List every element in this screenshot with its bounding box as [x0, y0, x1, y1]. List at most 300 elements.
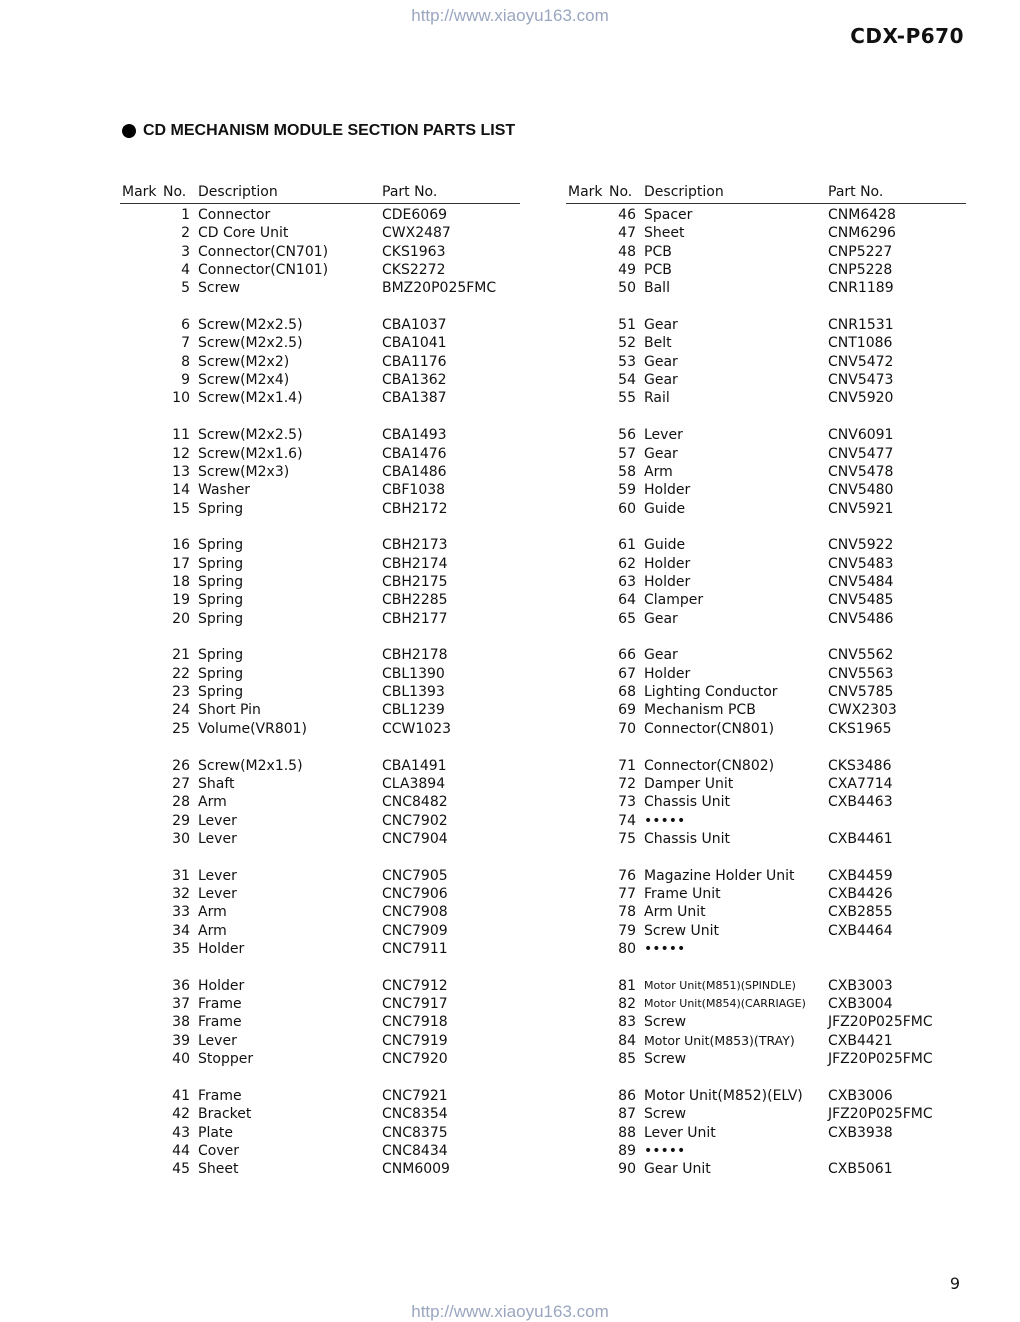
part-code: CNV5484 — [828, 574, 894, 591]
table-row — [566, 224, 966, 242]
model-number: CDX-P670 — [850, 24, 964, 48]
table-row — [566, 812, 966, 830]
table-row — [566, 830, 966, 848]
part-code: CBA1486 — [382, 463, 447, 480]
table-row — [566, 353, 966, 371]
table-row — [566, 793, 966, 811]
parts-group — [120, 646, 520, 738]
part-description: Sheet — [644, 225, 685, 242]
table-row — [120, 1050, 520, 1068]
part-number-index: 1 — [181, 207, 190, 223]
table-row — [120, 1013, 520, 1031]
parts-group — [120, 426, 520, 518]
part-number-index: 14 — [172, 482, 190, 499]
table-header — [566, 184, 966, 204]
table-row — [120, 812, 520, 830]
part-number-index: 83 — [618, 1014, 636, 1031]
bullet-icon — [122, 124, 136, 138]
part-code: CBA1362 — [382, 372, 447, 389]
part-description: Spring — [198, 684, 244, 701]
part-code: CNV5922 — [828, 537, 894, 554]
section-title — [122, 122, 515, 140]
part-code: CNC7908 — [382, 904, 448, 921]
table-row — [566, 1142, 966, 1160]
part-description: Gear — [644, 445, 678, 462]
parts-list-right — [566, 206, 966, 1179]
part-description: Spring — [198, 665, 244, 682]
part-number-index: 78 — [618, 904, 636, 921]
part-number-index: 38 — [172, 1014, 190, 1031]
part-description: Frame — [198, 1014, 242, 1031]
part-number-index: 54 — [618, 372, 636, 389]
part-code: CXB2855 — [828, 904, 893, 921]
table-header — [120, 184, 520, 204]
part-code: CNC7904 — [382, 830, 448, 847]
part-code: CNV5473 — [828, 372, 894, 389]
part-description: Screw(M2x4) — [198, 372, 290, 389]
part-number-index: 12 — [172, 445, 190, 462]
part-code: CBF1038 — [382, 482, 446, 499]
part-code: CNC8434 — [382, 1142, 448, 1159]
part-code: CNM6009 — [382, 1161, 450, 1178]
header-no: No. — [609, 184, 633, 200]
table-row — [120, 279, 520, 297]
part-number-index: 21 — [172, 647, 190, 664]
part-description: Screw — [644, 1106, 687, 1123]
parts-group — [566, 977, 966, 1069]
part-code: CNC7918 — [382, 1014, 448, 1031]
table-row — [566, 977, 966, 995]
table-row — [120, 830, 520, 848]
part-number-index: 29 — [172, 812, 190, 829]
part-description: Chassis Unit — [644, 830, 730, 847]
part-description: Spring — [198, 537, 244, 554]
part-code: CNV5785 — [828, 684, 894, 701]
part-description: Spring — [198, 500, 244, 517]
part-number-index: 39 — [172, 1032, 190, 1049]
part-description: Holder — [198, 941, 245, 958]
part-code: CNV5485 — [828, 592, 894, 609]
table-row — [566, 389, 966, 407]
part-code: CBH2172 — [382, 500, 448, 517]
part-code: CNC8354 — [382, 1106, 448, 1123]
table-row — [566, 463, 966, 481]
parts-group — [566, 867, 966, 959]
table-row — [566, 903, 966, 921]
part-description: Screw(M2x2.5) — [198, 335, 303, 352]
part-code: CNV5477 — [828, 445, 894, 462]
part-description: Arm — [198, 904, 227, 921]
part-number-index: 23 — [172, 684, 190, 701]
table-row — [566, 243, 966, 261]
part-description: Connector(CN701) — [198, 243, 329, 260]
table-row — [120, 720, 520, 738]
part-description: Arm — [644, 463, 673, 480]
table-row — [120, 867, 520, 885]
part-description: Screw(M2x1.6) — [198, 445, 303, 462]
table-row — [566, 1032, 966, 1050]
part-code: CNV5486 — [828, 610, 894, 627]
part-number-index: 30 — [172, 830, 190, 847]
part-number-index: 34 — [172, 922, 190, 939]
table-row — [120, 463, 520, 481]
part-number-index: 75 — [618, 830, 636, 847]
table-row — [566, 573, 966, 591]
table-row — [120, 683, 520, 701]
part-description: ••••• — [644, 1142, 686, 1159]
part-description: Screw(M2x2) — [198, 353, 290, 370]
table-row — [566, 426, 966, 444]
part-description: Screw — [644, 1014, 687, 1031]
part-description: Lever — [198, 812, 237, 829]
part-description: Guide — [644, 537, 686, 554]
table-row — [566, 536, 966, 554]
part-number-index: 60 — [618, 500, 636, 517]
part-description: Spring — [198, 574, 244, 591]
part-code: CXB3938 — [828, 1124, 893, 1141]
part-number-index: 64 — [618, 592, 636, 609]
parts-group — [120, 867, 520, 959]
part-description: PCB — [644, 262, 672, 279]
part-code: CXB5061 — [828, 1161, 893, 1178]
part-code: CNC7905 — [382, 867, 448, 884]
part-number-index: 69 — [618, 702, 636, 719]
table-row — [566, 867, 966, 885]
part-code: JFZ20P025FMC — [828, 1106, 933, 1123]
part-description: Frame — [198, 1087, 242, 1104]
part-number-index: 5 — [181, 280, 190, 297]
part-code: CNC7920 — [382, 1051, 448, 1068]
part-code: CBA1037 — [382, 317, 447, 334]
part-code: BMZ20P025FMC — [382, 280, 497, 297]
table-row — [120, 1142, 520, 1160]
part-description: Holder — [644, 574, 691, 591]
part-code: CNT1086 — [828, 335, 893, 352]
part-number-index: 45 — [172, 1161, 190, 1178]
table-row — [120, 500, 520, 518]
part-code: CXB3003 — [828, 977, 893, 994]
part-description: Shaft — [198, 775, 235, 792]
table-row — [120, 243, 520, 261]
part-number-index: 71 — [618, 757, 636, 774]
part-description: Sheet — [198, 1161, 239, 1178]
part-code: CNC7906 — [382, 886, 448, 902]
part-code: CBL1393 — [382, 684, 445, 701]
part-code: CXB4459 — [828, 867, 893, 884]
part-description: Spring — [198, 555, 244, 572]
table-row — [120, 701, 520, 719]
part-description: Screw — [644, 1051, 687, 1068]
part-number-index: 53 — [618, 353, 636, 370]
table-row — [566, 1160, 966, 1178]
table-row — [566, 995, 966, 1013]
part-number-index: 7 — [181, 335, 190, 352]
table-row — [120, 977, 520, 995]
part-description: Stopper — [198, 1051, 254, 1068]
part-number-index: 8 — [181, 353, 190, 370]
table-row — [120, 426, 520, 444]
part-code: CCW1023 — [382, 720, 452, 737]
table-row — [120, 995, 520, 1013]
part-description: Lever — [198, 886, 237, 902]
part-number-index: 51 — [618, 317, 636, 334]
table-row — [566, 555, 966, 573]
part-code: CKS3486 — [828, 757, 892, 774]
table-row — [566, 371, 966, 389]
part-code: CXB4464 — [828, 922, 893, 939]
part-number-index: 24 — [172, 702, 190, 719]
part-number-index: 43 — [172, 1124, 190, 1141]
table-row — [120, 371, 520, 389]
part-description: Bracket — [198, 1106, 252, 1123]
part-description: Connector(CN801) — [644, 720, 775, 737]
part-code: CBH2174 — [382, 555, 448, 572]
part-code: CBH2177 — [382, 610, 448, 627]
part-description: Screw(M2x2.5) — [198, 317, 303, 334]
part-code: CXB4426 — [828, 886, 893, 902]
part-code: CNV5562 — [828, 647, 894, 664]
part-number-index: 22 — [172, 665, 190, 682]
table-row — [566, 885, 966, 903]
parts-group — [120, 977, 520, 1069]
table-row — [120, 1160, 520, 1178]
part-code: CKS2272 — [382, 262, 446, 279]
part-description: Connector(CN101) — [198, 262, 329, 279]
header-mark: Mark — [568, 184, 603, 200]
part-number-index: 74 — [618, 812, 636, 829]
part-code: CNM6296 — [828, 225, 896, 242]
table-row — [566, 701, 966, 719]
part-description: Rail — [644, 390, 670, 407]
part-description: Mechanism PCB — [644, 702, 756, 719]
part-description: Cover — [198, 1142, 239, 1159]
part-number-index: 31 — [172, 867, 190, 884]
footer-url[interactable]: http://www.xiaoyu163.com — [411, 1302, 609, 1321]
part-number-index: 84 — [618, 1032, 636, 1049]
part-description: Washer — [198, 482, 251, 499]
part-code: CNV5478 — [828, 463, 894, 480]
part-description: Connector — [198, 207, 271, 223]
part-code: CNP5227 — [828, 243, 893, 260]
part-description: Gear — [644, 610, 678, 627]
part-code: CKS1963 — [382, 243, 446, 260]
table-row — [566, 261, 966, 279]
parts-group — [120, 206, 520, 298]
part-description: ••••• — [644, 812, 686, 829]
parts-table-right — [566, 184, 966, 1197]
table-row — [120, 903, 520, 921]
table-row — [120, 793, 520, 811]
part-number-index: 9 — [181, 372, 190, 389]
table-row — [566, 591, 966, 609]
part-code: CNR1531 — [828, 317, 894, 334]
part-description: Screw Unit — [644, 922, 720, 939]
part-code: CBA1176 — [382, 353, 447, 370]
part-description: Holder — [644, 482, 691, 499]
part-code: CNV5472 — [828, 353, 894, 370]
part-code: CXB4461 — [828, 830, 893, 847]
part-description: Lever — [644, 427, 683, 444]
part-number-index: 73 — [618, 794, 636, 811]
table-row — [566, 445, 966, 463]
table-row — [120, 445, 520, 463]
table-row — [120, 536, 520, 554]
part-description: Lever — [198, 867, 237, 884]
part-number-index: 6 — [181, 317, 190, 334]
part-number-index: 67 — [618, 665, 636, 682]
part-number-index: 20 — [172, 610, 190, 627]
part-description: Holder — [198, 977, 245, 994]
part-description: Arm Unit — [644, 904, 706, 921]
part-number-index: 13 — [172, 463, 190, 480]
part-number-index: 90 — [618, 1161, 636, 1178]
part-code: CNC7911 — [382, 941, 448, 958]
part-number-index: 50 — [618, 280, 636, 297]
table-row — [120, 940, 520, 958]
part-number-index: 81 — [618, 977, 636, 994]
part-number-index: 2 — [181, 225, 190, 242]
part-number-index: 16 — [172, 537, 190, 554]
table-row — [566, 720, 966, 738]
table-row — [120, 591, 520, 609]
part-description: Arm — [198, 794, 227, 811]
part-code: CBA1491 — [382, 757, 447, 774]
part-number-index: 49 — [618, 262, 636, 279]
part-description: Screw(M2x1.4) — [198, 390, 303, 407]
table-row — [566, 1013, 966, 1031]
table-row — [120, 665, 520, 683]
part-description: PCB — [644, 243, 672, 260]
part-number-index: 44 — [172, 1142, 190, 1159]
part-number-index: 42 — [172, 1106, 190, 1123]
part-number-index: 33 — [172, 904, 190, 921]
part-number-index: 59 — [618, 482, 636, 499]
part-number-index: 86 — [618, 1087, 636, 1104]
part-code: CXA7714 — [828, 775, 893, 792]
part-description: Motor Unit(M852)(ELV) — [644, 1087, 803, 1104]
table-row — [120, 775, 520, 793]
header-url[interactable]: http://www.xiaoyu163.com — [411, 6, 609, 25]
part-description: Lever Unit — [644, 1124, 716, 1141]
part-description: Frame — [198, 996, 242, 1013]
table-row — [120, 573, 520, 591]
part-number-index: 37 — [172, 996, 190, 1013]
parts-group — [120, 536, 520, 628]
part-code: CBL1390 — [382, 665, 445, 682]
table-row — [120, 757, 520, 775]
part-number-index: 36 — [172, 977, 190, 994]
part-number-index: 32 — [172, 886, 190, 902]
part-description: Spring — [198, 610, 244, 627]
part-description: Short Pin — [198, 702, 261, 719]
part-description: Magazine Holder Unit — [644, 867, 795, 884]
part-code: JFZ20P025FMC — [828, 1051, 933, 1068]
part-description: Clamper — [644, 592, 704, 609]
table-row — [120, 481, 520, 499]
part-number-index: 26 — [172, 757, 190, 774]
part-description: Arm — [198, 922, 227, 939]
part-number-index: 56 — [618, 427, 636, 444]
part-number-index: 17 — [172, 555, 190, 572]
part-description: Belt — [644, 335, 672, 352]
parts-group — [120, 1087, 520, 1179]
table-row — [566, 683, 966, 701]
part-code: CBH2175 — [382, 574, 448, 591]
part-number-index: 47 — [618, 225, 636, 242]
parts-group — [566, 646, 966, 738]
part-code: CXB3004 — [828, 996, 893, 1013]
header-part-no: Part No. — [828, 184, 884, 200]
header-mark: Mark — [122, 184, 157, 200]
parts-group — [120, 757, 520, 849]
table-row — [120, 224, 520, 242]
part-code: CNV5921 — [828, 500, 894, 517]
parts-group — [566, 536, 966, 628]
part-number-index: 35 — [172, 941, 190, 958]
part-code: CNV5920 — [828, 390, 894, 407]
part-number-index: 41 — [172, 1087, 190, 1104]
part-number-index: 28 — [172, 794, 190, 811]
parts-group — [566, 316, 966, 408]
part-description: Plate — [198, 1124, 234, 1141]
part-number-index: 65 — [618, 610, 636, 627]
part-description: CD Core Unit — [198, 225, 289, 242]
table-row — [566, 1087, 966, 1105]
part-code: CLA3894 — [382, 775, 446, 792]
part-number-index: 4 — [181, 262, 190, 279]
part-number-index: 80 — [618, 941, 636, 958]
part-description: Damper Unit — [644, 775, 734, 792]
section-title-text: CD MECHANISM MODULE SECTION PARTS LIST — [143, 122, 516, 139]
part-description: Motor Unit(M851)(SPINDLE) — [644, 978, 796, 992]
part-number-index: 79 — [618, 922, 636, 939]
part-number-index: 63 — [618, 574, 636, 591]
table-row — [566, 775, 966, 793]
table-row — [566, 646, 966, 664]
part-code: CNC7917 — [382, 996, 448, 1013]
part-code: CBA1387 — [382, 390, 447, 407]
part-code: CNC7919 — [382, 1032, 448, 1049]
part-code: CXB4463 — [828, 794, 893, 811]
table-row — [566, 481, 966, 499]
part-description: Ball — [644, 280, 670, 297]
part-description: Gear — [644, 317, 678, 334]
part-code: CNC8482 — [382, 794, 448, 811]
table-row — [566, 940, 966, 958]
part-code: CNM6428 — [828, 207, 896, 223]
part-code: CKS1965 — [828, 720, 892, 737]
part-code: JFZ20P025FMC — [828, 1014, 933, 1031]
part-description: Screw(M2x3) — [198, 463, 290, 480]
part-number-index: 11 — [172, 427, 190, 444]
table-row — [566, 665, 966, 683]
part-code: CNV5480 — [828, 482, 894, 499]
part-code: CWX2487 — [382, 225, 451, 242]
table-row — [120, 1105, 520, 1123]
part-code: CBA1041 — [382, 335, 447, 352]
parts-group — [566, 757, 966, 849]
parts-table-left — [120, 184, 520, 1197]
part-code: CNV6091 — [828, 427, 894, 444]
part-number-index: 48 — [618, 243, 636, 260]
table-row — [566, 1050, 966, 1068]
part-code: CBA1493 — [382, 427, 447, 444]
header-description: Description — [198, 184, 278, 200]
part-code: CNC7909 — [382, 922, 448, 939]
part-number-index: 68 — [618, 684, 636, 701]
table-row — [120, 1032, 520, 1050]
part-number-index: 72 — [618, 775, 636, 792]
